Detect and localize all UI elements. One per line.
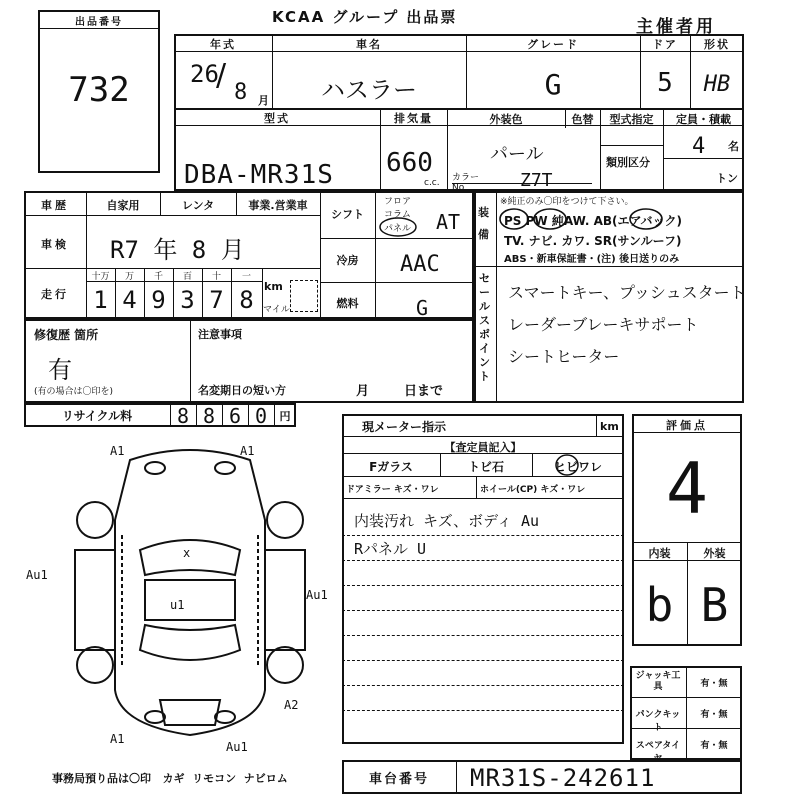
grade-value: G bbox=[544, 68, 562, 101]
damage-mark: x bbox=[183, 546, 191, 560]
tool-label: ジャッキ工具 bbox=[635, 671, 681, 692]
name-label: 車名 bbox=[356, 38, 382, 51]
inspector-mirror: ドアミラー キズ・ワレ bbox=[346, 485, 439, 495]
ac-label: 冷房 bbox=[336, 254, 359, 267]
expiry-label: 名変期日の短い方 bbox=[198, 384, 286, 397]
damage-mark: u1 bbox=[170, 598, 185, 612]
organizer-copy: 主催者用 bbox=[636, 17, 716, 37]
car-diagram bbox=[60, 440, 320, 750]
car-name: ハスラー bbox=[321, 76, 417, 104]
type-designation-label: 型式指定 bbox=[609, 113, 654, 126]
equipment-line1: PS PW 純AW. AB(エアバック) bbox=[504, 214, 683, 228]
tool-value: 有・無 bbox=[700, 741, 728, 751]
recycle-digit: 8 bbox=[176, 404, 190, 428]
doors-value: 5 bbox=[657, 68, 673, 98]
unit-10: 十 bbox=[211, 272, 221, 282]
unit-10k: 万 bbox=[124, 272, 134, 282]
chassis-label: 車台番号 bbox=[368, 772, 429, 787]
tool-value: 有・無 bbox=[700, 679, 728, 689]
recycle-unit: 円 bbox=[279, 410, 291, 423]
inspector-wheel: ホイール(CP) キズ・ワレ bbox=[480, 485, 586, 495]
repair-value: 有 bbox=[48, 356, 72, 384]
rating-label: 評価点 bbox=[666, 419, 708, 432]
capacity-value: 4 bbox=[692, 134, 706, 159]
month-value: 8 bbox=[234, 80, 248, 105]
unit-1: 一 bbox=[241, 272, 251, 282]
damage-mark: A1 bbox=[110, 732, 125, 746]
mileage-digit: 3 bbox=[180, 286, 195, 314]
capacity-label: 定員・積載 bbox=[676, 113, 731, 126]
capacity-unit: 名 bbox=[728, 140, 739, 153]
shift-panel: パネル bbox=[384, 224, 412, 234]
year-value: 26 bbox=[190, 60, 219, 88]
ac-value: AAC bbox=[400, 252, 440, 277]
interior-score: b bbox=[645, 578, 674, 632]
displacement-unit: c.c. bbox=[424, 178, 440, 188]
fuel-label: 燃料 bbox=[336, 297, 359, 310]
caution-label: 注意事項 bbox=[198, 328, 242, 341]
damage-mark: Au1 bbox=[26, 568, 48, 582]
history-label: 車歴 bbox=[41, 199, 69, 212]
color-no-value: Z7T bbox=[520, 170, 553, 191]
unit-1k: 千 bbox=[153, 272, 163, 282]
rating-score: 4 bbox=[665, 448, 709, 530]
crack-circle bbox=[554, 453, 580, 477]
mileage-digit: 7 bbox=[209, 286, 224, 314]
lot-label: 出品番号 bbox=[75, 17, 123, 28]
mileage-digit: 8 bbox=[239, 286, 254, 314]
equipment-line3: ABS・新車保証書・(注) 後日送りのみ bbox=[504, 254, 680, 265]
interior-label: 内装 bbox=[648, 547, 671, 560]
load-unit: トン bbox=[716, 172, 738, 185]
sheet-title: KCAA グループ 出品票 bbox=[272, 8, 458, 26]
inspector-crack: ヒビワレ bbox=[553, 460, 602, 474]
mileage-digit: 1 bbox=[93, 286, 108, 314]
recycle-digit: 6 bbox=[228, 404, 242, 428]
recycle-label: リサイクル料 bbox=[61, 409, 133, 423]
class-label: 類別区分 bbox=[606, 156, 650, 169]
inspector-label: 【査定員記入】 bbox=[444, 441, 522, 454]
history-private: 自家用 bbox=[106, 199, 140, 212]
color-change-label: 色替 bbox=[571, 113, 594, 126]
exterior-color-value: パール bbox=[490, 144, 544, 165]
sales-point: シートヒーター bbox=[508, 347, 620, 366]
displacement-value: 660 bbox=[386, 148, 433, 178]
repair-note: (有の場合は〇印を) bbox=[34, 387, 114, 397]
office-note: 事務局預り品は〇印 カギ リモコン ナビロム bbox=[52, 772, 288, 785]
meter-unit: km bbox=[600, 420, 619, 433]
sales-point: スマートキー、プッシュスタート bbox=[508, 283, 746, 302]
doors-label: ドア bbox=[652, 38, 678, 51]
damage-mark: Au1 bbox=[306, 588, 328, 602]
equipment-note: ※純正のみ〇印をつけて下さい。 bbox=[500, 197, 634, 207]
sales-point-label: セールスポイント bbox=[479, 272, 490, 383]
body-label: 形状 bbox=[704, 38, 730, 51]
color-no-label: カラーNo bbox=[452, 173, 480, 193]
lot-number: 732 bbox=[68, 70, 130, 110]
equipment-label: 装備 bbox=[478, 206, 489, 241]
exterior-color-label: 外装色 bbox=[489, 113, 523, 126]
tool-value: 有・無 bbox=[700, 710, 728, 720]
mile-label: マイル bbox=[263, 305, 290, 315]
shift-value: AT bbox=[436, 210, 461, 234]
chassis-number: MR31S-242611 bbox=[470, 764, 656, 792]
recycle-digit: 8 bbox=[202, 404, 216, 428]
model-label: 型式 bbox=[264, 112, 290, 125]
inspector-note: 内装汚れ キズ、ボディ Au bbox=[354, 512, 540, 530]
history-rental: レンタ bbox=[181, 199, 215, 212]
mileage-digit: 9 bbox=[151, 286, 166, 314]
exterior-score: B bbox=[700, 578, 729, 632]
inspection-label: 車検 bbox=[41, 238, 69, 251]
damage-mark: A2 bbox=[284, 698, 299, 712]
damage-mark: A1 bbox=[110, 444, 125, 458]
sales-point: レーダーブレーキサポート bbox=[508, 315, 699, 334]
inspection-value: R7 年 8 月 bbox=[110, 236, 245, 264]
unit-100: 百 bbox=[182, 272, 192, 282]
year-label: 年式 bbox=[210, 38, 236, 51]
unit-100k: 十万 bbox=[91, 272, 110, 282]
exterior-label: 外装 bbox=[703, 547, 726, 560]
shift-floor: フロア bbox=[384, 197, 412, 207]
km-label: km bbox=[264, 280, 283, 293]
shift-label: シフト bbox=[331, 208, 364, 221]
mileage-label: 走行 bbox=[41, 288, 69, 301]
fuel-value: G bbox=[416, 296, 429, 320]
mileage-digit: 4 bbox=[122, 286, 137, 314]
damage-mark: A1 bbox=[240, 444, 255, 458]
recycle-digit: 0 bbox=[254, 404, 268, 428]
shift-column: コラム bbox=[384, 210, 411, 220]
tool-label: パンクキット bbox=[635, 710, 681, 733]
body-value: HB bbox=[703, 72, 731, 97]
shift-panel-circle bbox=[378, 216, 418, 238]
grade-label: グレード bbox=[527, 38, 579, 51]
inspector-fglass: Fガラス bbox=[369, 460, 413, 474]
month-unit: 月 bbox=[258, 94, 269, 107]
displacement-label: 排気量 bbox=[394, 112, 433, 125]
meter-label: 現メーター指示 bbox=[362, 420, 447, 434]
history-business: 事業.営業車 bbox=[248, 199, 308, 212]
expiry-month: 月 bbox=[356, 384, 370, 399]
equipment-line2: TV. ナビ. カワ. SR(サンルーフ) bbox=[504, 234, 682, 248]
model-value: DBA-MR31S bbox=[184, 160, 334, 190]
repair-label: 修復歴 箇所 bbox=[34, 328, 99, 342]
damage-mark: Au1 bbox=[226, 740, 248, 754]
inspector-note: Rパネル U bbox=[354, 540, 427, 558]
expiry-day: 日まで bbox=[404, 384, 444, 399]
tool-label: スペアタイヤ bbox=[635, 741, 681, 764]
equipment-circles bbox=[498, 206, 678, 232]
inspector-chip: トビ石 bbox=[467, 460, 504, 474]
